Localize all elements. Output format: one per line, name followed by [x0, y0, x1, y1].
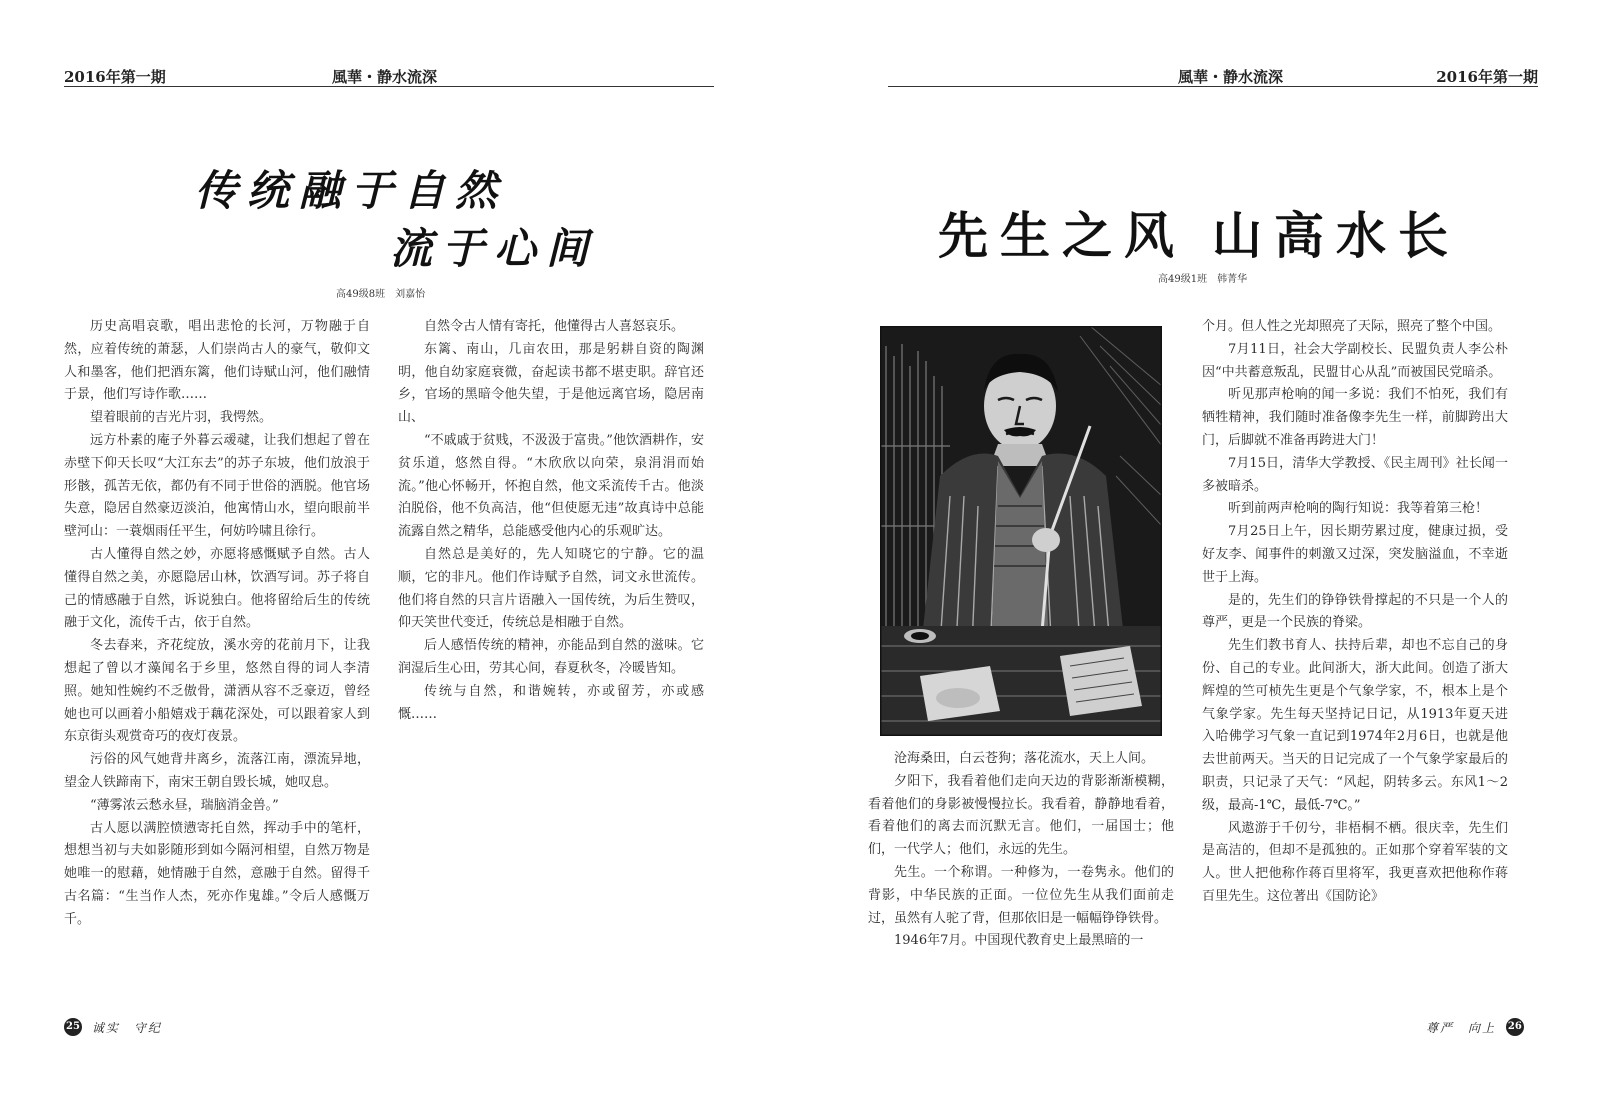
paragraph: 1946年7月。中国现代教育史上最黑暗的一 [894, 933, 1144, 949]
footer-motto: 尊严 向上 [1426, 1020, 1497, 1035]
page-footer [1420, 1018, 1524, 1036]
paragraph: 望着眼前的吉光片羽，我愕然。 [90, 410, 273, 426]
paragraph: 是的，先生们的铮铮铁骨撑起的不只是一个人的尊严，更是一个民族的脊梁。 [1202, 592, 1508, 631]
paragraph: 听见那声枪响的闻一多说：我们不怕死，我们有牺牲精神，我们随时准备像李先生一样，前脚跨出大门，后脚就不准备再跨进大门！ [1202, 387, 1508, 448]
paragraph: 东篱、南山，几亩农田，那是躬耕自资的陶渊明，他自幼家庭衰微，奋起读书都不堪吏职。辞官还乡，官场的黑暗令他失望，于是他远离官场，隐居南山、 [398, 341, 704, 426]
paragraph: 古人懂得自然之妙，亦愿将感慨赋予自然。古人懂得自然之美，亦愿隐居山林，饮酒写词。苏子将自己的情感融于自然，诉说独白。他将留给后生的传统融于文化，流传千古，依于自然。 [64, 546, 370, 631]
paragraph: “不戚戚于贫贱，不汲汲于富贵。”他饮酒耕作，安贫乐道，悠然自得。“木欣欣以向荣，泉涓涓而始流。”他心怀畅开，怀抱自然，他文采流传千古。他淡泊脱俗，他不负高洁，他“但使愿无违”故真诗中总能流露自然之精华，总能感受他内心的乐观旷达。 [398, 432, 704, 540]
title-part-1: 先生之风 [938, 207, 1186, 265]
page-header [64, 66, 714, 87]
paragraph: 听到前两声枪响的陶行知说：我等着第三枪！ [1228, 501, 1489, 517]
quote-line: “薄雾浓云愁永昼，瑞脑消金兽。” [90, 797, 279, 813]
article-title-line1: 传统融于自然 [195, 166, 508, 215]
paragraph: 7月15日，清华大学教授、《民主周刊》社长闻一多被暗杀。 [1202, 455, 1508, 494]
page-footer [64, 1018, 168, 1036]
article-title-line2: 流于心间 [390, 224, 599, 273]
issue-label: 2016年第一期 [64, 68, 166, 86]
text-column-1 [64, 316, 370, 932]
paragraph: 古人愿以满腔愤懑寄托自然，挥动手中的笔杆，想想当初与夫如影随形到如今隔河相望，自然万物是她唯一的慰藉，她情融于自然，意融于自然。留得千古名篇：“生当作人杰，死亦作鬼雄。”令后人感慨万千。 [64, 820, 370, 927]
title-part-2: 山高水长 [1212, 207, 1460, 265]
footer-motto: 诚实 守纪 [91, 1020, 162, 1035]
paragraph: 自然总是美好的，先人知晓它的宁静。它的温顺，它的非凡。他们作诗赋予自然，词文永世流传。他们将自然的只言片语融入一国传统，为后生赞叹，仰天笑世代变迁，传统总是相融于自然。 [398, 546, 704, 631]
paragraph: 远方朴素的庵子外暮云叆叇，让我们想起了曾在赤壁下仰天长叹“大江东去”的苏子东坡，他们放浪于形骸，孤苦无依，都仍有不同于世俗的洒脱。他官场失意，隐居自然豪迈淡泊，他寓情山水，望向眼前半壁河山：一蓑烟雨任平生，何妨吟啸且徐行。 [64, 432, 370, 540]
paragraph: 夕阳下，我看着他们走向天边的背影渐渐模糊，看着他们的身影被慢慢拉长。我看着，静静地看着，看着他们的离去而沉默无言。他们，一届国士；他们，一代学人；他们，永远的先生。 [868, 773, 1174, 858]
paragraph: 污俗的风气她背井离乡，流落江南，漂流异地，望金人铁蹄南下，南宋王朝自毁长城，她叹息。 [64, 752, 370, 790]
article-title [938, 196, 1460, 268]
text-column-2 [398, 316, 704, 726]
paragraph: 7月25日上午，因长期劳累过度，健康过损，受好友李、闻事件的刺激又过深，突发脑溢血，不幸逝世于上海。 [1202, 524, 1508, 585]
paragraph: 个月。但人性之光却照亮了天际，照亮了整个中国。 [1202, 319, 1502, 334]
issue-label: 2016年第一期 [1436, 68, 1538, 86]
text-column-1 [868, 748, 1174, 953]
section-label: 風華・静水流深 [332, 68, 438, 86]
page-number: 26 [1506, 1018, 1524, 1036]
paragraph: 传统与自然，和谐婉转，亦或留芳，亦或感慨…… [398, 683, 704, 722]
page-header [888, 66, 1538, 87]
paragraph: 冬去春来，齐花绽放，溪水旁的花前月下，让我想起了曾以才藻闻名于乡里，悠然自得的词人李清照。她知性婉约不乏傲骨，潇洒从容不乏豪迈，曾经她也可以画着小船嬉戏于藕花深处，可以跟着家人到东京街头观赏奇巧的夜灯夜景。 [64, 638, 370, 745]
page-number: 25 [64, 1018, 82, 1036]
paragraph: 沧海桑田，白云苍狗；落花流水，天上人间。 [894, 751, 1155, 766]
paragraph: 先生。一个称谓。一种修为，一卷隽永。他们的背影，中华民族的正面。一位位先生从我们面前走过，虽然有人驼了背，但那依旧是一幅幅铮铮铁骨。 [868, 864, 1174, 926]
paragraph: 7月11日，社会大学副校长、民盟负责人李公朴因“中共蓄意叛乱，民盟甘心从乱”而被国民党暗杀。 [1202, 341, 1508, 380]
author-byline: 高49级1班 韩菁华 [1158, 274, 1248, 285]
paragraph: 风遨游于千仞兮，非梧桐不栖。很庆幸，先生们是高洁的，但却不是孤独的。正如那个穿着军装的文人。世人把他称作蒋百里将军，我更喜欢把他称作蒋百里先生。这位著出《国防论》 [1202, 820, 1508, 904]
author-byline: 高49级8班 刘嘉怡 [336, 289, 426, 300]
paragraph: 后人感悟传统的精神，亦能品到自然的滋味。它润湿后生心田，劳其心间，春夏秋冬，冷暖皆知。 [398, 638, 704, 676]
paragraph: 自然令古人情有寄托，他懂得古人喜怒哀乐。 [424, 319, 685, 334]
paragraph: 历史高唱哀歌，唱出悲怆的长河，万物融于自然，应着传统的萧瑟，人们崇尚古人的豪气，敬仰文人和墨客，他们把酒东篱，他们诗赋山河，他们融情于景，他们写诗作歌…… [64, 319, 370, 403]
section-label: 風華・静水流深 [1178, 68, 1284, 86]
text-column-2 [1202, 316, 1508, 909]
paragraph: 先生们教书育人、扶持后辈，却也不忘自己的身份、自己的专业。此间浙大，浙大此间。创造了浙大辉煌的竺可桢先生更是个气象学家，不，根本上是个气象学家。先生每天坚持记日记，从1913年夏天进入哈佛学习气象一直记到1974年2月6日，也就是他去世前两天。当天的日记完成了一个气象学家最后的职责，只记录了天气：“风起，阴转多云。东风1～2级，最高-1℃，最低-7℃。” [1202, 638, 1508, 813]
woodcut-portrait-illustration [880, 326, 1162, 736]
left-page [0, 0, 780, 1093]
right-page [860, 0, 1600, 1093]
